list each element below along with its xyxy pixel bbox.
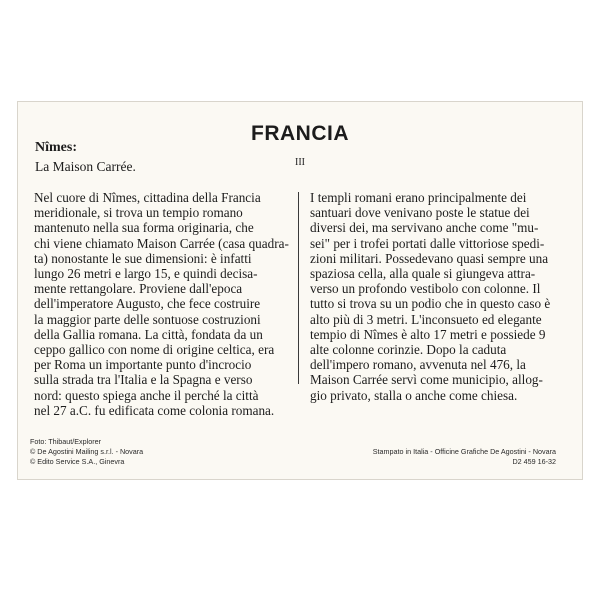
printer-info bbox=[373, 447, 556, 467]
monument-name: La Maison Carrée. bbox=[35, 159, 136, 174]
card-title: FRANCIA bbox=[251, 122, 349, 145]
credit-line: Foto: Thibaut/Explorer bbox=[30, 437, 101, 446]
column-divider bbox=[298, 192, 299, 384]
series-numeral: III bbox=[295, 157, 305, 168]
credit-line: © Edito Service S.A., Ginevra bbox=[30, 457, 125, 466]
product-code: D2 459 16-32 bbox=[512, 457, 556, 466]
credit-line: © De Agostini Mailing s.r.l. - Novara bbox=[30, 447, 144, 456]
printer-line: Stampato in Italia - Officine Grafiche De Agostini - Novara bbox=[372, 447, 556, 456]
photo-credits bbox=[30, 437, 143, 467]
text-column-right: I templi romani erano principalmente dei santuari dove venivano poste le statue dei diversi dei, ma servivano anche come "mu- sei" per i trofei portati dalle vittoriose spedi- zioni militari. Possedevano quasi sempre una spaziosa cella, alla quale si giungeva attra- verso un profondo vestibolo con colonne. Il tutto si trova su un podio che in questo caso è alto più di 3 metri. L'inconsueto ed elegante tempio di Nîmes è alto 17 metri e possiede 9 alte colonne corinzie. Dopo la caduta dell'impero romano, avvenuta nel 476, la Maison Carrée servì come municipio, allog- gio privato, stalla o anche come chiesa. bbox=[310, 190, 551, 403]
place-heading: Nîmes: bbox=[35, 140, 77, 155]
text-column-left: Nel cuore di Nîmes, cittadina della Francia meridionale, si trova un tempio romano mantenuto nella sua forma originaria, che chi viene chiamato Maison Carrée (casa quadra- ta) nonostante le sue dimensioni: è infatti lungo 26 metri e largo 15, e quindi decisa- mente rettangolare. Proviene dall'epoca dell'imperatore Augusto, che fece costruire la maggior parte delle sontuose costruzioni della Gallia romana. La città, fondata da un ceppo gallico con nome di origine celtica, era per Roma un importante punto d'incrocio sulla strada tra l'Italia e la Spagna e verso nord: questo spiega anche il perché la città nel 27 a.C. fu edificata come colonia romana. bbox=[34, 190, 289, 418]
